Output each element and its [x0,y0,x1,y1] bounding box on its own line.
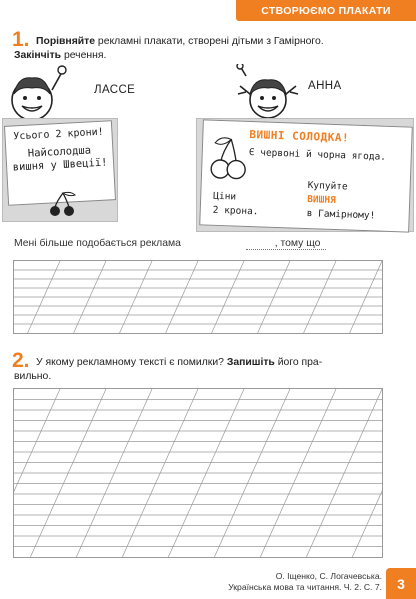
task-1-instruction [36,35,324,49]
poster-anna-buy-2: ВИШНЯ [306,194,336,207]
footer-book: Українська мова та читання. Ч. 2. С. 7. [228,582,382,592]
task-2-text-b: його пра- [274,357,323,368]
left-character-name: ЛАССЕ [94,84,136,96]
right-character-name: АННА [308,80,342,92]
task-1-bold-compare: Порівняйте [36,36,96,47]
poster-anna [196,118,414,232]
writing-lines-1 [14,261,382,333]
answer-blank[interactable] [246,249,326,250]
poster-lasse-line-1: Усього 2 крони! [13,126,104,143]
task-1-text-b: речення. [61,50,107,61]
fill-sentence-before: Мені більше подобається реклама [14,238,181,249]
task-1-instruction-line2 [14,49,106,63]
poster-lasse-line-2: Найсолодша [27,144,92,160]
writing-lines-2 [14,389,382,557]
poster-anna-price-1: Ціни [213,190,237,203]
task-2-bold-write: Запишіть [226,357,275,368]
cherry-icon [206,135,252,187]
girl-character-illustration [236,64,302,126]
writing-area-2[interactable] [13,388,383,558]
section-title: СТВОРЮЄМО ПЛАКАТИ [261,4,391,17]
poster-anna-sheet [199,119,413,232]
task-2-instruction-line2: вильно. [14,371,52,382]
section-title-tab [236,0,416,21]
task-2-text-a: У якому рекламному тексті є помилки? [36,357,227,368]
footer-citation [162,571,382,593]
task-1-number: 1. [12,28,30,51]
cherry-icon [45,191,81,219]
fill-sentence-after: , тому що [274,238,321,249]
task-2-number: 2. [12,349,30,372]
poster-anna-price-2: 2 крона. [212,204,259,218]
writing-area-1[interactable] [13,260,383,334]
poster-anna-line-1: Є червоні й чорна ягода. [248,146,387,163]
fill-sentence [14,238,320,249]
poster-lasse [2,118,118,222]
task-2-instruction [36,356,322,370]
task-1-bold-finish: Закінчіть [14,50,62,61]
poster-lasse-line-3: вишня у Швеції! [12,156,108,174]
poster-anna-buy-1: Купуйте [307,180,348,193]
footer-authors: О. Іщенко, С. Логачевська. [275,571,382,581]
poster-anna-title: ВИШНІ СОЛОДКА! [249,128,350,145]
task-1-text-a: рекламні плакати, створені дітьми з Гамірного. [95,36,324,47]
page-number: 3 [386,568,416,599]
boy-character-illustration [4,64,68,124]
poster-anna-buy-3: в Гамірному! [306,208,376,222]
